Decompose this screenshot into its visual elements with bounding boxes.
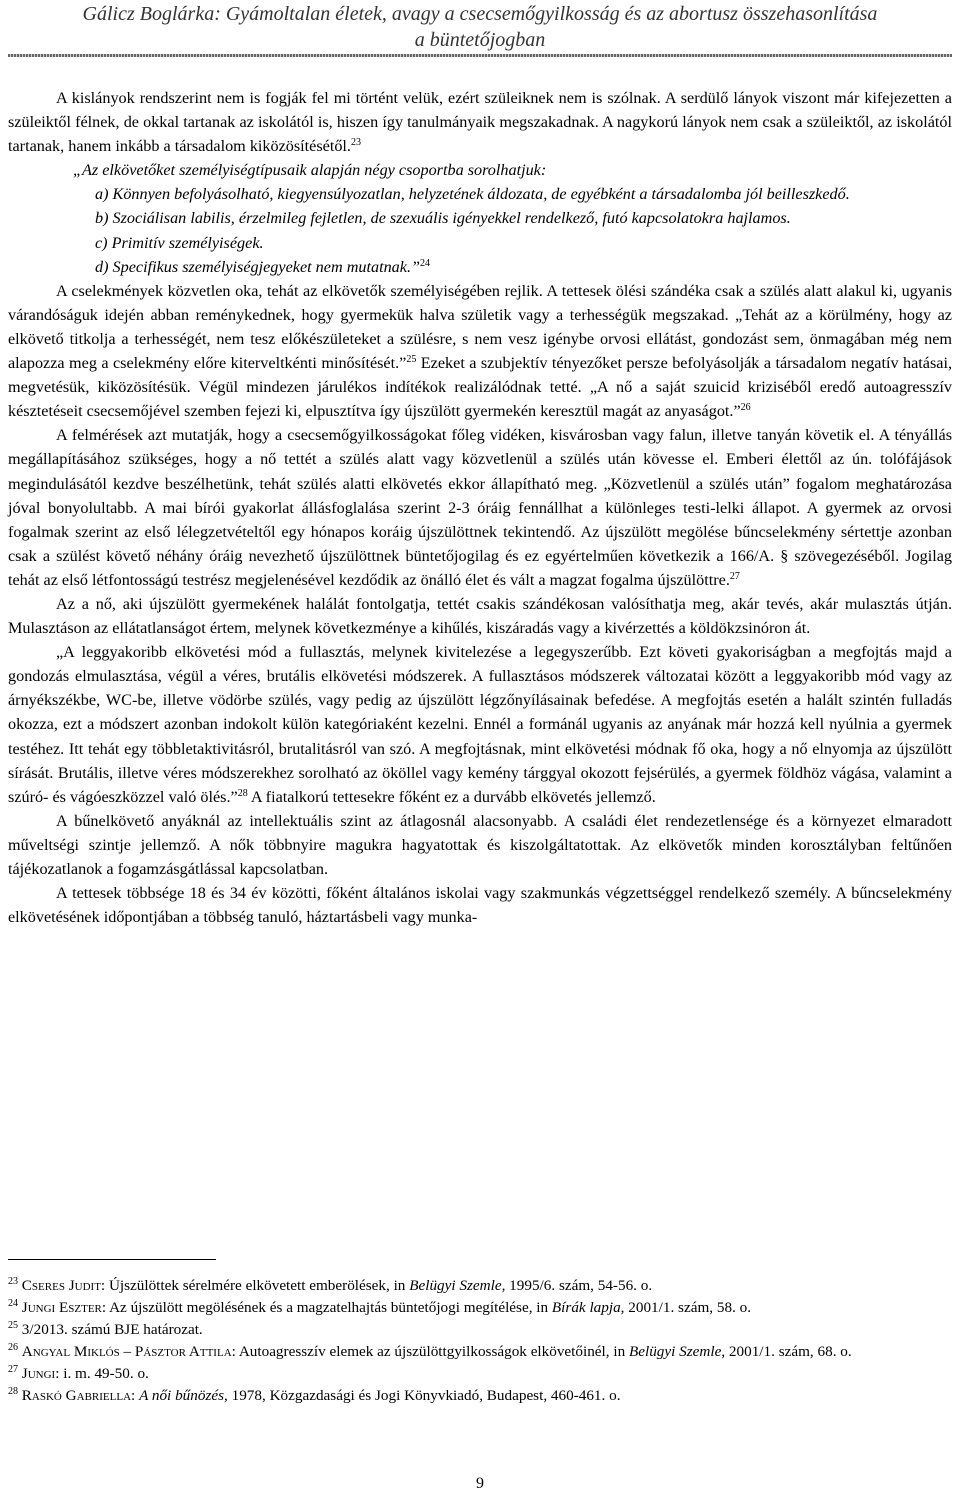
footnote-text: : Újszülöttek sérelmére elkövetett emberölések, in <box>100 1277 410 1294</box>
paragraph-text: A cselekmények közvetlen oka, tehát az elkövetők személyiségében rejlik. A tettesek ölési szándéka csak a szülés alatt alakul ki, ugyanis várandóságuk idején abban reménykednek, hogy gyermekük halva születik vagy a terhességük megszakad. „Tehát az a körülmény, hogy az elkövető titkolja a terhességét, nem tesz előkészületeket a szülésre, s nem vesz igénybe orvosi ellátást, gondozást sem, önmagában még nem alapozza meg a cselekmény előre kiterveltkénti minősítését.” <box>8 281 952 373</box>
footnote-24 <box>8 1297 952 1319</box>
footnote-23 <box>8 1275 952 1297</box>
footnote-text: 3/2013. számú BJE határozat. <box>18 1321 203 1338</box>
footnote-author: Cseres Judit <box>21 1277 101 1294</box>
footnote-text: : <box>131 1387 140 1404</box>
footnote-ref[interactable]: 25 <box>406 354 417 366</box>
footnote-text: : Az újszülött megölésének és a magzatelhajtás büntetőjogi megítélése, in <box>101 1299 552 1316</box>
footnote-text: , 2001/1. szám, 58. o. <box>620 1299 752 1316</box>
footnote-ref[interactable]: 27 <box>729 570 740 582</box>
footnote-number: 27 <box>8 1364 18 1375</box>
paragraph-text: Ezeket a szubjektív tényezőket persze befolyásolják a társadalom negatív hatásai, megvetésük, kiközösítésük. Végül mindezen járulékos indítékok realizálódnak tetté. „A nő a saját szuicid kriziséből eredő autoagresszív késztetéseit csecsemőjével szemben fejezi ki, elpusztítva így újszülött gyermekén keresztül magát az anyaságot.” <box>8 354 952 421</box>
footnotes <box>8 1275 952 1407</box>
footnote-author: Raskó Gabriella <box>21 1387 132 1404</box>
footnote-title: A női bűnözés, <box>139 1387 228 1404</box>
running-header <box>0 0 960 52</box>
footnote-ref[interactable]: 23 <box>350 137 361 149</box>
footnote-text: : i. m. 49-50. o. <box>55 1365 149 1382</box>
paragraph-text: „A leggyakoribb elkövetési mód a fullasztás, melynek kivitelezése a legegyszerűbb. Ezt követi gyakoriságban a megfojtás majd a gondozás elmulasztása, végül a véres, brutális elkövetési módszerek. A fullasztásos módszerek változatai között a leggyakoribb mód vagy az árnyékszékbe, WC-be, illetve vödörbe szülés, vagy pedig az újszülött légzőnyílásainak befedése. A megfojtás esetén a halált szintén fulladás okozza, ezt a módszert azonban indokolt külön kategóriaként kezelni. Ennél a formánál ugyanis az anyának már hozzá kell nyúlnia a gyermek testéhez. Itt tehát egy többletaktivitásról, brutalitásról van szó. A megfojtásnak, mint elkövetési módnak fő oka, hogy a nő elnyomja az újszülött sírását. Brutális, illetve véres módszerekhez sorolható az ököllel vagy kemény tárggyal okozott fejsérülés, a gyermek földhöz vágása, valamint a szúró- és vágóeszközzel való ölés.” <box>8 643 952 806</box>
paragraph-text: A felmérések azt mutatják, hogy a csecsemőgyilkosságokat főleg vidéken, kisvárosban vagy falun, illetve tanyán követik el. A tényállás megállapításához szükséges, hogy a nő tettét a szülés alatt vagy közvetlenül a szülés után kövesse el. Emberi élettől az ún. tolófájások megindulásától kezdve beszélhetünk, tehát szülés alatti elkövetés ekkor állapítható meg. „Közvetlenül a szülés után” fogalom meghatározása jóval bonyolultabb. A mai bírói gyakorlat állásfoglalása szerint 2-3 óráig fennállhat a különleges testi-lelki állapot. A gyermek az orvosi fogalmak szerint az első lélegzetvételtől egy hónapos koráig újszülöttnek tekintendő. Az újszülött megölése bűncselekmény sértettje azonban csak a szülést követő néhány óráig nevezhető újszülöttnek büntetőjogilag és ez egyértelműen következik a 166/A. § szövegezéséből. Jogilag tehát az első létfontosságú testrész megjelenésével kezdődik az önálló élet és vált a magzat fogalma újszülöttre. <box>8 426 952 589</box>
footnote-number: 25 <box>8 1320 18 1331</box>
footnote-author: Angyal Miklós – Pásztor Attila <box>21 1343 232 1360</box>
footnote-journal: Belügyi Szemle <box>628 1343 722 1360</box>
footnote-divider <box>8 1259 216 1260</box>
quote-item-b: b) Szociálisan labilis, érzelmileg fejletlen, de szexuális igényekkel rendelkező, futó kapcsolatokra hajlamos. <box>95 209 791 228</box>
footnote-number: 23 <box>8 1276 18 1287</box>
footnote-text: , 1995/6. szám, 54-56. o. <box>501 1277 653 1294</box>
paragraph-text: A kislányok rendszerint nem is fogják fel mi történt velük, ezért szüleiknek nem is szólnak. A serdülő lányok viszont már kifejezetten a szüleiktől félnek, de okkal tartanak az iskolától is, hiszen így tanulmányaik megszakadnak. A nagykorú lányok nem csak a szüleiktől, az iskolától tartanak, hanem inkább a társadalom kiközösítésétől. <box>8 89 952 156</box>
footnote-ref[interactable]: 26 <box>740 402 751 414</box>
footnote-28 <box>8 1385 952 1407</box>
footnote-text: : Autoagresszív elemek az újszülöttgyilkosságok elkövetőinél, in <box>231 1343 629 1360</box>
quote-intro: „Az elkövetőket személyiségtípusaik alapján négy csoportba sorolhatjuk: <box>73 161 547 180</box>
page-number: 9 <box>476 1475 484 1492</box>
footnote-author: Jungi <box>21 1365 56 1382</box>
footnote-ref[interactable]: 24 <box>420 257 430 269</box>
header-divider <box>8 54 952 57</box>
footnote-number: 24 <box>8 1298 18 1309</box>
paragraph <box>8 423 952 592</box>
footnote-number: 26 <box>8 1342 18 1353</box>
footnote-text: 1978, Közgazdasági és Jogi Könyvkiadó, Budapest, 460-461. o. <box>227 1387 621 1404</box>
header-title-line1: Gálicz Boglárka: Gyámoltalan életek, avagy a csecsemőgyilkosság és az abortusz összehasonlítása <box>82 3 878 25</box>
quote-item-a: a) Könnyen befolyásolható, kiegyensúlyozatlan, helyzetének áldozata, de egyébként a társadalomba jól beilleszkedő. <box>95 185 850 204</box>
paragraph: Az a nő, aki újszülött gyermekének halálát fontolgatja, tettét csakis szándékosan valósíthatja meg, akár tevés, akár mulasztás útján. Mulasztáson az ellátatlanságot értem, melynek következménye a kihűlés, kiszáradás vagy a kivérzettés a köldökzsinóron át. <box>8 594 952 638</box>
footnote-number: 28 <box>8 1386 18 1397</box>
footnote-journal: Belügyi Szemle <box>409 1277 502 1294</box>
paragraph <box>8 279 952 424</box>
footnote-author: Jungi Eszter <box>21 1299 102 1316</box>
footnote-ref[interactable]: 28 <box>237 787 248 799</box>
paragraph-text: A fiatalkorú tettesekre főként ez a durvább elkövetés jellemző. <box>247 787 656 806</box>
footnote-26 <box>8 1341 952 1363</box>
main-text <box>8 86 952 929</box>
quote-item-d <box>73 255 952 279</box>
quote-block <box>8 158 952 278</box>
paragraph <box>8 86 952 158</box>
footnote-journal: Bírák lapja <box>551 1299 621 1316</box>
footnote-25 <box>8 1319 952 1341</box>
quote-item-d-text: d) Specifikus személyiségjegyeket nem mutatnak.” <box>95 257 420 276</box>
footnote-text: , 2001/1. szám, 68. o. <box>721 1343 852 1360</box>
paragraph: A tettesek többsége 18 és 34 év közötti, főként általános iskolai vagy szakmunkás végzettséggel rendelkező személy. A bűncselekmény elkövetésének időpontjában a többség tanuló, háztartásbeli vagy munka- <box>8 884 952 927</box>
paragraph: A bűnelkövető anyáknál az intellektuális szint az átlagosnál alacsonyabb. A családi élet rendezetlensége és a környezet elmaradott műveltségi szintje jellemző. A nők többnyire magukra hagyatottak és kiszolgáltatottak. Az elkövetők minden korosztályban feltűnően tájékozatlanok a fogamzásgátlással kapcsolatban. <box>8 811 952 878</box>
header-title-line2: a büntetőjogban <box>414 29 546 51</box>
paragraph <box>8 640 952 809</box>
footnote-27 <box>8 1363 952 1385</box>
quote-item-c: c) Primitív személyiségek. <box>95 233 264 252</box>
